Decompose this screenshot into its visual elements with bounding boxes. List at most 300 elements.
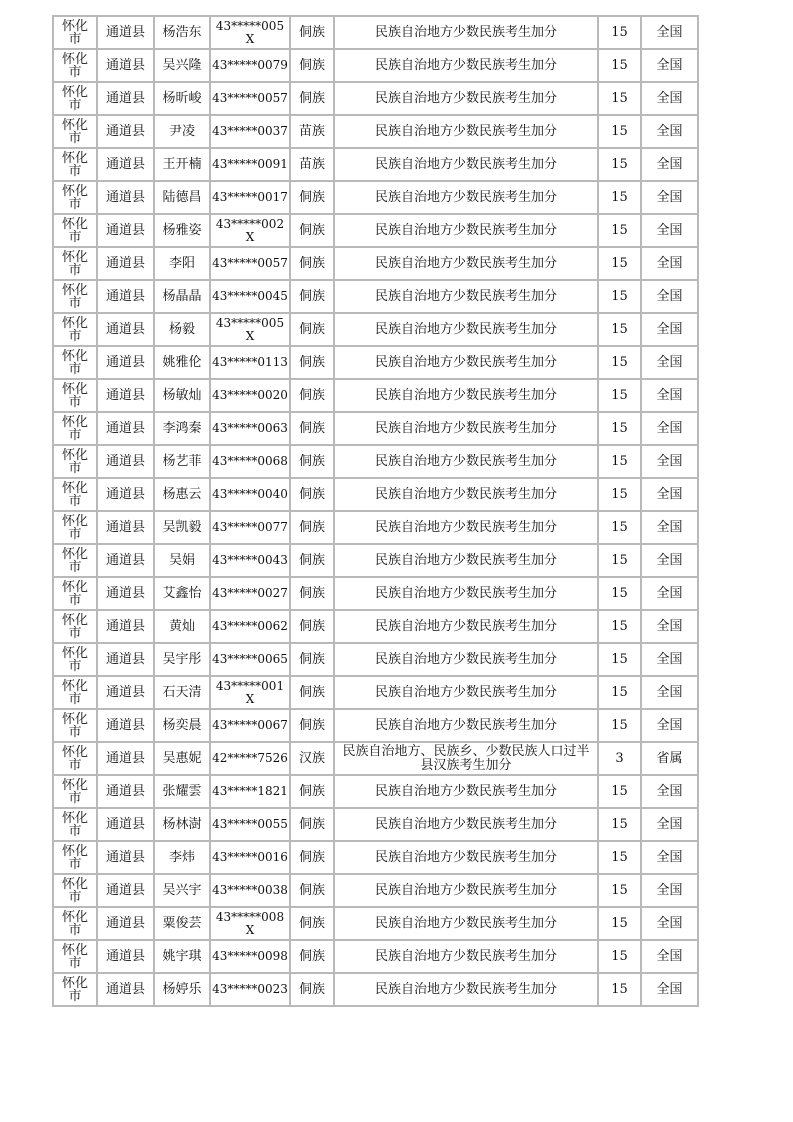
name-text: 杨奕晨 [162,717,202,733]
scope-text: 全国 [656,915,683,931]
ethnicity-text: 侗族 [298,783,325,799]
city-text: 怀化市 [61,678,88,707]
bonus-item-cell [334,808,598,841]
name-text: 粟俊芸 [162,915,202,931]
ethnicity-text: 侗族 [298,321,325,337]
ethnicity-text: 侗族 [298,519,325,535]
id-number-cell [210,511,290,544]
id-number-cell [210,940,290,973]
id-number-text: 43*****0062 [212,619,288,633]
bonus-item-cell [334,610,598,643]
county-text: 通道县 [105,222,145,238]
points-text: 15 [611,156,628,172]
county-text: 通道县 [105,783,145,799]
table-body [53,16,698,1006]
bonus-item-cell [334,115,598,148]
scope-text: 全国 [656,849,683,865]
table-row [53,907,698,940]
bonus-item-cell [334,874,598,907]
table-row [53,874,698,907]
city-cell [53,115,97,148]
scope-text: 全国 [656,354,683,370]
ethnicity-cell [290,346,334,379]
table-row [53,775,698,808]
city-text: 怀化市 [61,150,88,179]
county-text: 通道县 [105,255,145,271]
points-text: 15 [611,717,628,733]
city-text: 怀化市 [61,381,88,410]
ethnicity-text: 苗族 [298,123,325,139]
name-cell [154,49,210,82]
ethnicity-text: 侗族 [298,486,325,502]
id-number-cell [210,841,290,874]
table-row [53,643,698,676]
name-cell [154,610,210,643]
points-text: 15 [611,618,628,634]
ethnicity-cell [290,181,334,214]
name-cell [154,379,210,412]
county-text: 通道县 [105,948,145,964]
ethnicity-cell [290,874,334,907]
points-cell [598,742,641,775]
points-text: 15 [611,321,628,337]
bonus-item-text: 民族自治地方少数民族考生加分 [374,618,557,634]
id-number-cell [210,808,290,841]
ethnicity-cell [290,544,334,577]
id-number-text: 43*****0017 [212,190,288,204]
points-cell [598,379,641,412]
points-cell [598,544,641,577]
name-cell [154,742,210,775]
bonus-item-text: 民族自治地方少数民族考生加分 [374,222,557,238]
county-text: 通道县 [105,981,145,997]
bonus-item-text: 民族自治地方、民族乡、少数民族人口过半县汉族考生加分 [342,743,590,773]
name-text: 杨婷乐 [162,981,202,997]
bonus-item-cell [334,907,598,940]
ethnicity-cell [290,577,334,610]
city-text: 怀化市 [61,579,88,608]
scope-cell [641,181,698,214]
id-number-cell [210,709,290,742]
scope-text: 全国 [656,123,683,139]
name-text: 吴兴宇 [162,882,202,898]
ethnicity-cell [290,82,334,115]
points-cell [598,775,641,808]
scope-text: 全国 [656,948,683,964]
county-cell [97,478,154,511]
city-text: 怀化市 [61,513,88,542]
name-cell [154,907,210,940]
name-cell [154,940,210,973]
name-text: 陆德昌 [162,189,202,205]
city-text: 怀化市 [61,447,88,476]
bonus-item-cell [334,676,598,709]
ethnicity-cell [290,280,334,313]
table-row [53,973,698,1006]
city-text: 怀化市 [61,216,88,245]
points-text: 15 [611,354,628,370]
name-cell [154,577,210,610]
id-number-text: 43*****0067 [212,718,288,732]
points-text: 15 [611,651,628,667]
city-text: 怀化市 [61,942,88,971]
name-text: 吴凯毅 [162,519,202,535]
points-text: 15 [611,222,628,238]
name-cell [154,115,210,148]
county-cell [97,49,154,82]
points-cell [598,874,641,907]
scope-text: 全国 [656,981,683,997]
county-text: 通道县 [105,24,145,40]
ethnicity-text: 汉族 [298,750,325,766]
ethnicity-cell [290,907,334,940]
city-text: 怀化市 [61,282,88,311]
city-text: 怀化市 [61,18,88,47]
points-text: 15 [611,981,628,997]
name-cell [154,841,210,874]
scope-cell [641,49,698,82]
scope-cell [641,280,698,313]
city-cell [53,742,97,775]
city-cell [53,775,97,808]
id-number-cell [210,82,290,115]
county-text: 通道县 [105,816,145,832]
points-cell [598,643,641,676]
county-cell [97,643,154,676]
name-text: 杨惠云 [162,486,202,502]
id-number-text: 43*****0098 [212,949,288,963]
ethnicity-text: 侗族 [298,57,325,73]
bonus-item-cell [334,181,598,214]
points-text: 15 [611,882,628,898]
name-text: 李阳 [168,255,195,271]
city-cell [53,676,97,709]
id-number-cell [210,610,290,643]
points-cell [598,280,641,313]
id-number-text: 43*****0057 [212,91,288,105]
name-cell [154,643,210,676]
points-cell [598,49,641,82]
ethnicity-cell [290,445,334,478]
bonus-item-text: 民族自治地方少数民族考生加分 [374,321,557,337]
scope-text: 全国 [656,156,683,172]
name-cell [154,775,210,808]
county-cell [97,148,154,181]
county-text: 通道县 [105,453,145,469]
id-number-cell [210,643,290,676]
bonus-item-cell [334,973,598,1006]
city-text: 怀化市 [61,909,88,938]
city-cell [53,49,97,82]
city-text: 怀化市 [61,645,88,674]
bonus-item-text: 民族自治地方少数民族考生加分 [374,585,557,601]
ethnicity-cell [290,709,334,742]
id-number-cell [210,115,290,148]
city-text: 怀化市 [61,777,88,806]
scope-text: 全国 [656,684,683,700]
points-text: 15 [611,783,628,799]
scope-text: 全国 [656,783,683,799]
name-text: 吴惠妮 [162,750,202,766]
id-number-text: 43*****001X [215,678,285,706]
scope-text: 全国 [656,618,683,634]
table-row [53,181,698,214]
points-cell [598,907,641,940]
points-cell [598,841,641,874]
bonus-item-text: 民族自治地方少数民族考生加分 [374,651,557,667]
name-cell [154,478,210,511]
bonus-item-cell [334,511,598,544]
points-text: 15 [611,915,628,931]
scope-cell [641,874,698,907]
name-text: 吴兴隆 [162,57,202,73]
city-text: 怀化市 [61,249,88,278]
name-cell [154,16,210,49]
points-text: 15 [611,684,628,700]
county-text: 通道县 [105,585,145,601]
scope-cell [641,313,698,346]
bonus-item-cell [334,280,598,313]
county-cell [97,874,154,907]
scope-text: 全国 [656,816,683,832]
points-text: 15 [611,24,628,40]
ethnicity-text: 侗族 [298,849,325,865]
id-number-cell [210,676,290,709]
scope-cell [641,247,698,280]
table-row [53,610,698,643]
ethnicity-text: 侗族 [298,684,325,700]
bonus-item-cell [334,643,598,676]
ethnicity-cell [290,643,334,676]
bonus-item-cell [334,709,598,742]
scope-text: 全国 [656,717,683,733]
points-text: 15 [611,189,628,205]
points-cell [598,115,641,148]
ethnicity-text: 侗族 [298,981,325,997]
points-text: 15 [611,453,628,469]
name-text: 王开楠 [162,156,202,172]
county-text: 通道县 [105,552,145,568]
county-cell [97,940,154,973]
scope-cell [641,742,698,775]
ethnicity-cell [290,841,334,874]
city-cell [53,874,97,907]
city-text: 怀化市 [61,480,88,509]
table-row [53,82,698,115]
name-text: 杨毅 [168,321,195,337]
points-text: 15 [611,552,628,568]
id-number-cell [210,775,290,808]
points-text: 3 [615,750,624,766]
city-text: 怀化市 [61,711,88,740]
points-cell [598,940,641,973]
county-text: 通道县 [105,618,145,634]
name-cell [154,544,210,577]
scope-cell [641,775,698,808]
city-text: 怀化市 [61,183,88,212]
ethnicity-cell [290,214,334,247]
city-text: 怀化市 [61,876,88,905]
city-text: 怀化市 [61,315,88,344]
table-row [53,115,698,148]
table-row [53,148,698,181]
id-number-text: 43*****0043 [212,553,288,567]
name-cell [154,412,210,445]
name-text: 杨浩东 [162,24,202,40]
id-number-cell [210,148,290,181]
city-cell [53,544,97,577]
ethnicity-text: 侗族 [298,420,325,436]
bonus-item-text: 民族自治地方少数民族考生加分 [374,717,557,733]
scope-text: 全国 [656,552,683,568]
points-cell [598,610,641,643]
bonus-item-cell [334,82,598,115]
scope-cell [641,577,698,610]
county-cell [97,808,154,841]
points-cell [598,346,641,379]
id-number-cell [210,445,290,478]
table-row [53,940,698,973]
ethnicity-cell [290,676,334,709]
bonus-item-cell [334,49,598,82]
points-cell [598,577,641,610]
city-cell [53,148,97,181]
scope-text: 全国 [656,222,683,238]
points-cell [598,478,641,511]
bonus-item-text: 民族自治地方少数民族考生加分 [374,453,557,469]
name-cell [154,181,210,214]
bonus-item-text: 民族自治地方少数民族考生加分 [374,24,557,40]
ethnicity-text: 侗族 [298,717,325,733]
name-text: 艾鑫怡 [162,585,202,601]
ethnicity-cell [290,313,334,346]
points-text: 15 [611,288,628,304]
name-text: 杨林澍 [162,816,202,832]
ethnicity-text: 侗族 [298,387,325,403]
scope-text: 全国 [656,453,683,469]
bonus-item-cell [334,775,598,808]
city-text: 怀化市 [61,348,88,377]
scope-cell [641,511,698,544]
table-row [53,544,698,577]
points-cell [598,247,641,280]
id-number-text: 43*****0068 [212,454,288,468]
name-text: 石天清 [162,684,202,700]
bonus-item-text: 民族自治地方少数民族考生加分 [374,387,557,403]
points-text: 15 [611,849,628,865]
name-text: 姚宇琪 [162,948,202,964]
bonus-item-cell [334,478,598,511]
id-number-cell [210,973,290,1006]
bonus-item-cell [334,841,598,874]
points-text: 15 [611,90,628,106]
scope-cell [641,346,698,379]
bonus-item-cell [334,412,598,445]
name-text: 杨雅姿 [162,222,202,238]
ethnicity-cell [290,16,334,49]
table-row [53,577,698,610]
bonus-item-text: 民族自治地方少数民族考生加分 [374,915,557,931]
county-text: 通道县 [105,519,145,535]
id-number-cell [210,313,290,346]
table-row [53,478,698,511]
city-cell [53,709,97,742]
name-cell [154,346,210,379]
ethnicity-cell [290,49,334,82]
scope-cell [641,16,698,49]
scope-cell [641,445,698,478]
name-text: 李鸿秦 [162,420,202,436]
id-number-text: 43*****0040 [212,487,288,501]
bonus-item-cell [334,445,598,478]
scope-cell [641,676,698,709]
ethnicity-cell [290,115,334,148]
ethnicity-cell [290,412,334,445]
scope-text: 全国 [656,486,683,502]
ethnicity-text: 苗族 [298,156,325,172]
points-text: 15 [611,585,628,601]
table-row [53,247,698,280]
county-cell [97,841,154,874]
city-text: 怀化市 [61,975,88,1004]
ethnicity-text: 侗族 [298,816,325,832]
id-number-cell [210,478,290,511]
points-cell [598,808,641,841]
county-cell [97,280,154,313]
bonus-item-cell [334,940,598,973]
scope-text: 省属 [656,750,683,766]
city-cell [53,907,97,940]
scope-cell [641,973,698,1006]
points-cell [598,412,641,445]
city-cell [53,346,97,379]
id-number-cell [210,49,290,82]
id-number-text: 43*****0091 [212,157,288,171]
scope-cell [641,907,698,940]
name-cell [154,82,210,115]
county-text: 通道县 [105,57,145,73]
bonus-item-text: 民族自治地方少数民族考生加分 [374,156,557,172]
county-cell [97,247,154,280]
name-text: 张耀雲 [162,783,202,799]
county-cell [97,610,154,643]
city-cell [53,445,97,478]
city-cell [53,82,97,115]
ethnicity-cell [290,973,334,1006]
id-number-cell [210,379,290,412]
points-text: 15 [611,519,628,535]
points-text: 15 [611,816,628,832]
city-cell [53,280,97,313]
table-row [53,841,698,874]
ethnicity-text: 侗族 [298,288,325,304]
ethnicity-text: 侗族 [298,651,325,667]
points-text: 15 [611,123,628,139]
city-cell [53,808,97,841]
points-cell [598,973,641,1006]
id-number-text: 43*****0063 [212,421,288,435]
id-number-text: 43*****005X [215,18,285,46]
county-cell [97,214,154,247]
scope-text: 全国 [656,519,683,535]
ethnicity-text: 侗族 [298,222,325,238]
county-cell [97,709,154,742]
city-text: 怀化市 [61,744,88,773]
ethnicity-cell [290,379,334,412]
id-number-text: 43*****0079 [212,58,288,72]
bonus-item-text: 民族自治地方少数民族考生加分 [374,981,557,997]
ethnicity-cell [290,148,334,181]
